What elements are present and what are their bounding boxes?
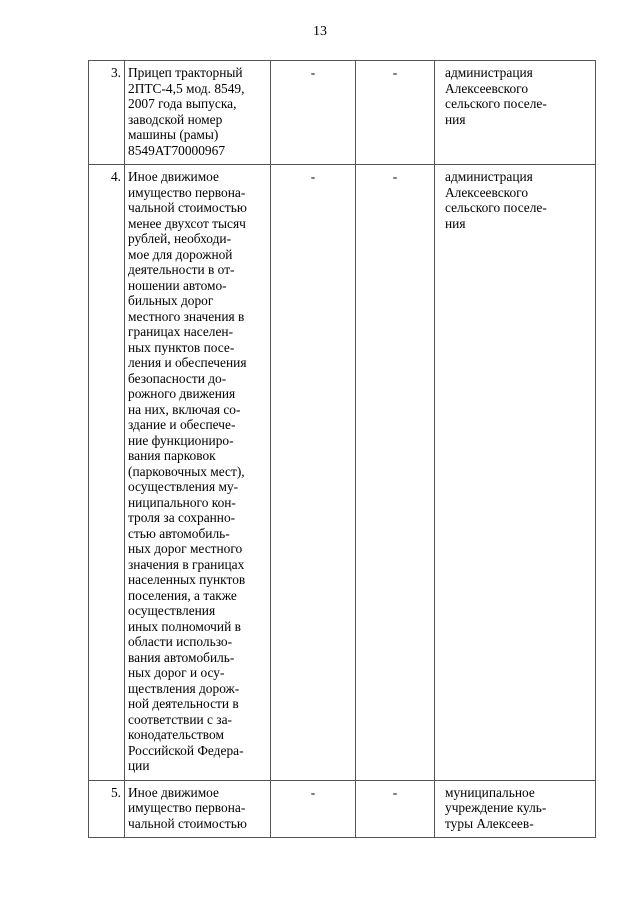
- table-row: [89, 61, 596, 165]
- text-line: ления и обеспечения: [128, 355, 247, 370]
- text-line: бильных дорог: [128, 293, 214, 308]
- text-line: машины (рамы): [128, 127, 219, 142]
- row-number: 4.: [89, 165, 125, 781]
- text-line: ной деятельности в: [128, 696, 239, 711]
- text-line: деятельности в от-: [128, 262, 235, 277]
- text-line: Прицеп тракторный: [128, 65, 243, 80]
- text-line: Алексеевского: [445, 80, 529, 96]
- text-line: на них, включая со-: [128, 401, 241, 417]
- text-line: стью автомобиль-: [128, 525, 230, 541]
- property-name: [125, 165, 271, 781]
- text-line: иных полномочий в: [128, 618, 241, 634]
- text-line: туры Алексеев-: [445, 815, 534, 831]
- text-line: троля за сохранно-: [128, 510, 236, 525]
- text-line: администрация: [445, 169, 533, 184]
- text-line: Российской Федера-: [128, 742, 244, 758]
- text-line: ниципального кон-: [128, 494, 236, 510]
- value-cell-2: -: [356, 780, 435, 838]
- text-line: учреждение куль-: [445, 800, 547, 815]
- value-cell-2: -: [356, 61, 435, 165]
- text-line: поселения, а также: [128, 587, 237, 603]
- text-line: Алексеевского: [445, 184, 529, 200]
- text-line: ции: [128, 758, 150, 773]
- text-line: границах населен-: [128, 324, 234, 339]
- text-line: Иное движимое: [128, 169, 219, 184]
- text-line: чальной стоимостью: [128, 200, 247, 215]
- text-line: вания автомобиль-: [128, 649, 235, 665]
- value-cell-1: -: [271, 780, 356, 838]
- table-row: [89, 780, 596, 838]
- text-line: имущество первона-: [128, 184, 246, 200]
- text-line: ных дорог местного: [128, 541, 243, 556]
- property-name: [125, 780, 271, 838]
- text-line: ношении автомо-: [128, 277, 227, 293]
- text-line: местного значения в: [128, 308, 245, 324]
- text-line: значения в границах: [128, 556, 245, 572]
- text-line: ных дорог и осу-: [128, 665, 225, 680]
- text-line: здание и обеспече-: [128, 417, 236, 432]
- text-line: заводской номер: [128, 111, 223, 127]
- text-line: рожного движения: [128, 386, 236, 401]
- value-cell-1: -: [271, 61, 356, 165]
- text-line: 2ПТС-4,5 мод. 8549,: [128, 80, 245, 96]
- property-registry-table: [88, 60, 596, 838]
- table-row: [89, 165, 596, 781]
- text-line: муниципальное: [445, 784, 535, 800]
- text-line: осуществления му-: [128, 479, 239, 494]
- rights-holder: [435, 61, 596, 165]
- text-line: Иное движимое: [128, 784, 219, 800]
- text-line: 2007 года выпуска,: [128, 96, 237, 111]
- value-cell-1: -: [271, 165, 356, 781]
- text-line: сельского поселе-: [445, 96, 547, 111]
- text-line: 8549АТ70000967: [128, 142, 226, 158]
- text-line: мое для дорожной: [128, 246, 233, 262]
- text-line: ния: [445, 111, 466, 127]
- text-line: сельского поселе-: [445, 200, 547, 215]
- text-line: ния: [445, 215, 466, 231]
- text-line: ние функциониро-: [128, 432, 234, 448]
- text-line: осуществления: [128, 603, 216, 618]
- text-line: имущество первона-: [128, 800, 246, 815]
- page-number: 13: [313, 24, 327, 39]
- row-number: 3.: [89, 61, 125, 165]
- value-cell-2: -: [356, 165, 435, 781]
- text-line: области использо-: [128, 634, 233, 649]
- text-line: конодательством: [128, 727, 224, 742]
- text-line: менее двухсот тысяч: [128, 215, 246, 231]
- text-line: населенных пунктов: [128, 572, 246, 587]
- property-name: [125, 61, 271, 165]
- text-line: чальной стоимостью: [128, 815, 247, 831]
- text-line: (парковочных мест),: [128, 463, 245, 479]
- rights-holder: [435, 165, 596, 781]
- text-line: администрация: [445, 65, 533, 80]
- row-number: 5.: [89, 780, 125, 838]
- text-line: вания парковок: [128, 448, 216, 463]
- text-line: ных пунктов посе-: [128, 339, 235, 355]
- text-line: безопасности до-: [128, 370, 227, 386]
- text-line: соответствии с за-: [128, 711, 232, 727]
- rights-holder: [435, 780, 596, 838]
- text-line: ществления дорож-: [128, 680, 240, 696]
- text-line: рублей, необходи-: [128, 231, 232, 246]
